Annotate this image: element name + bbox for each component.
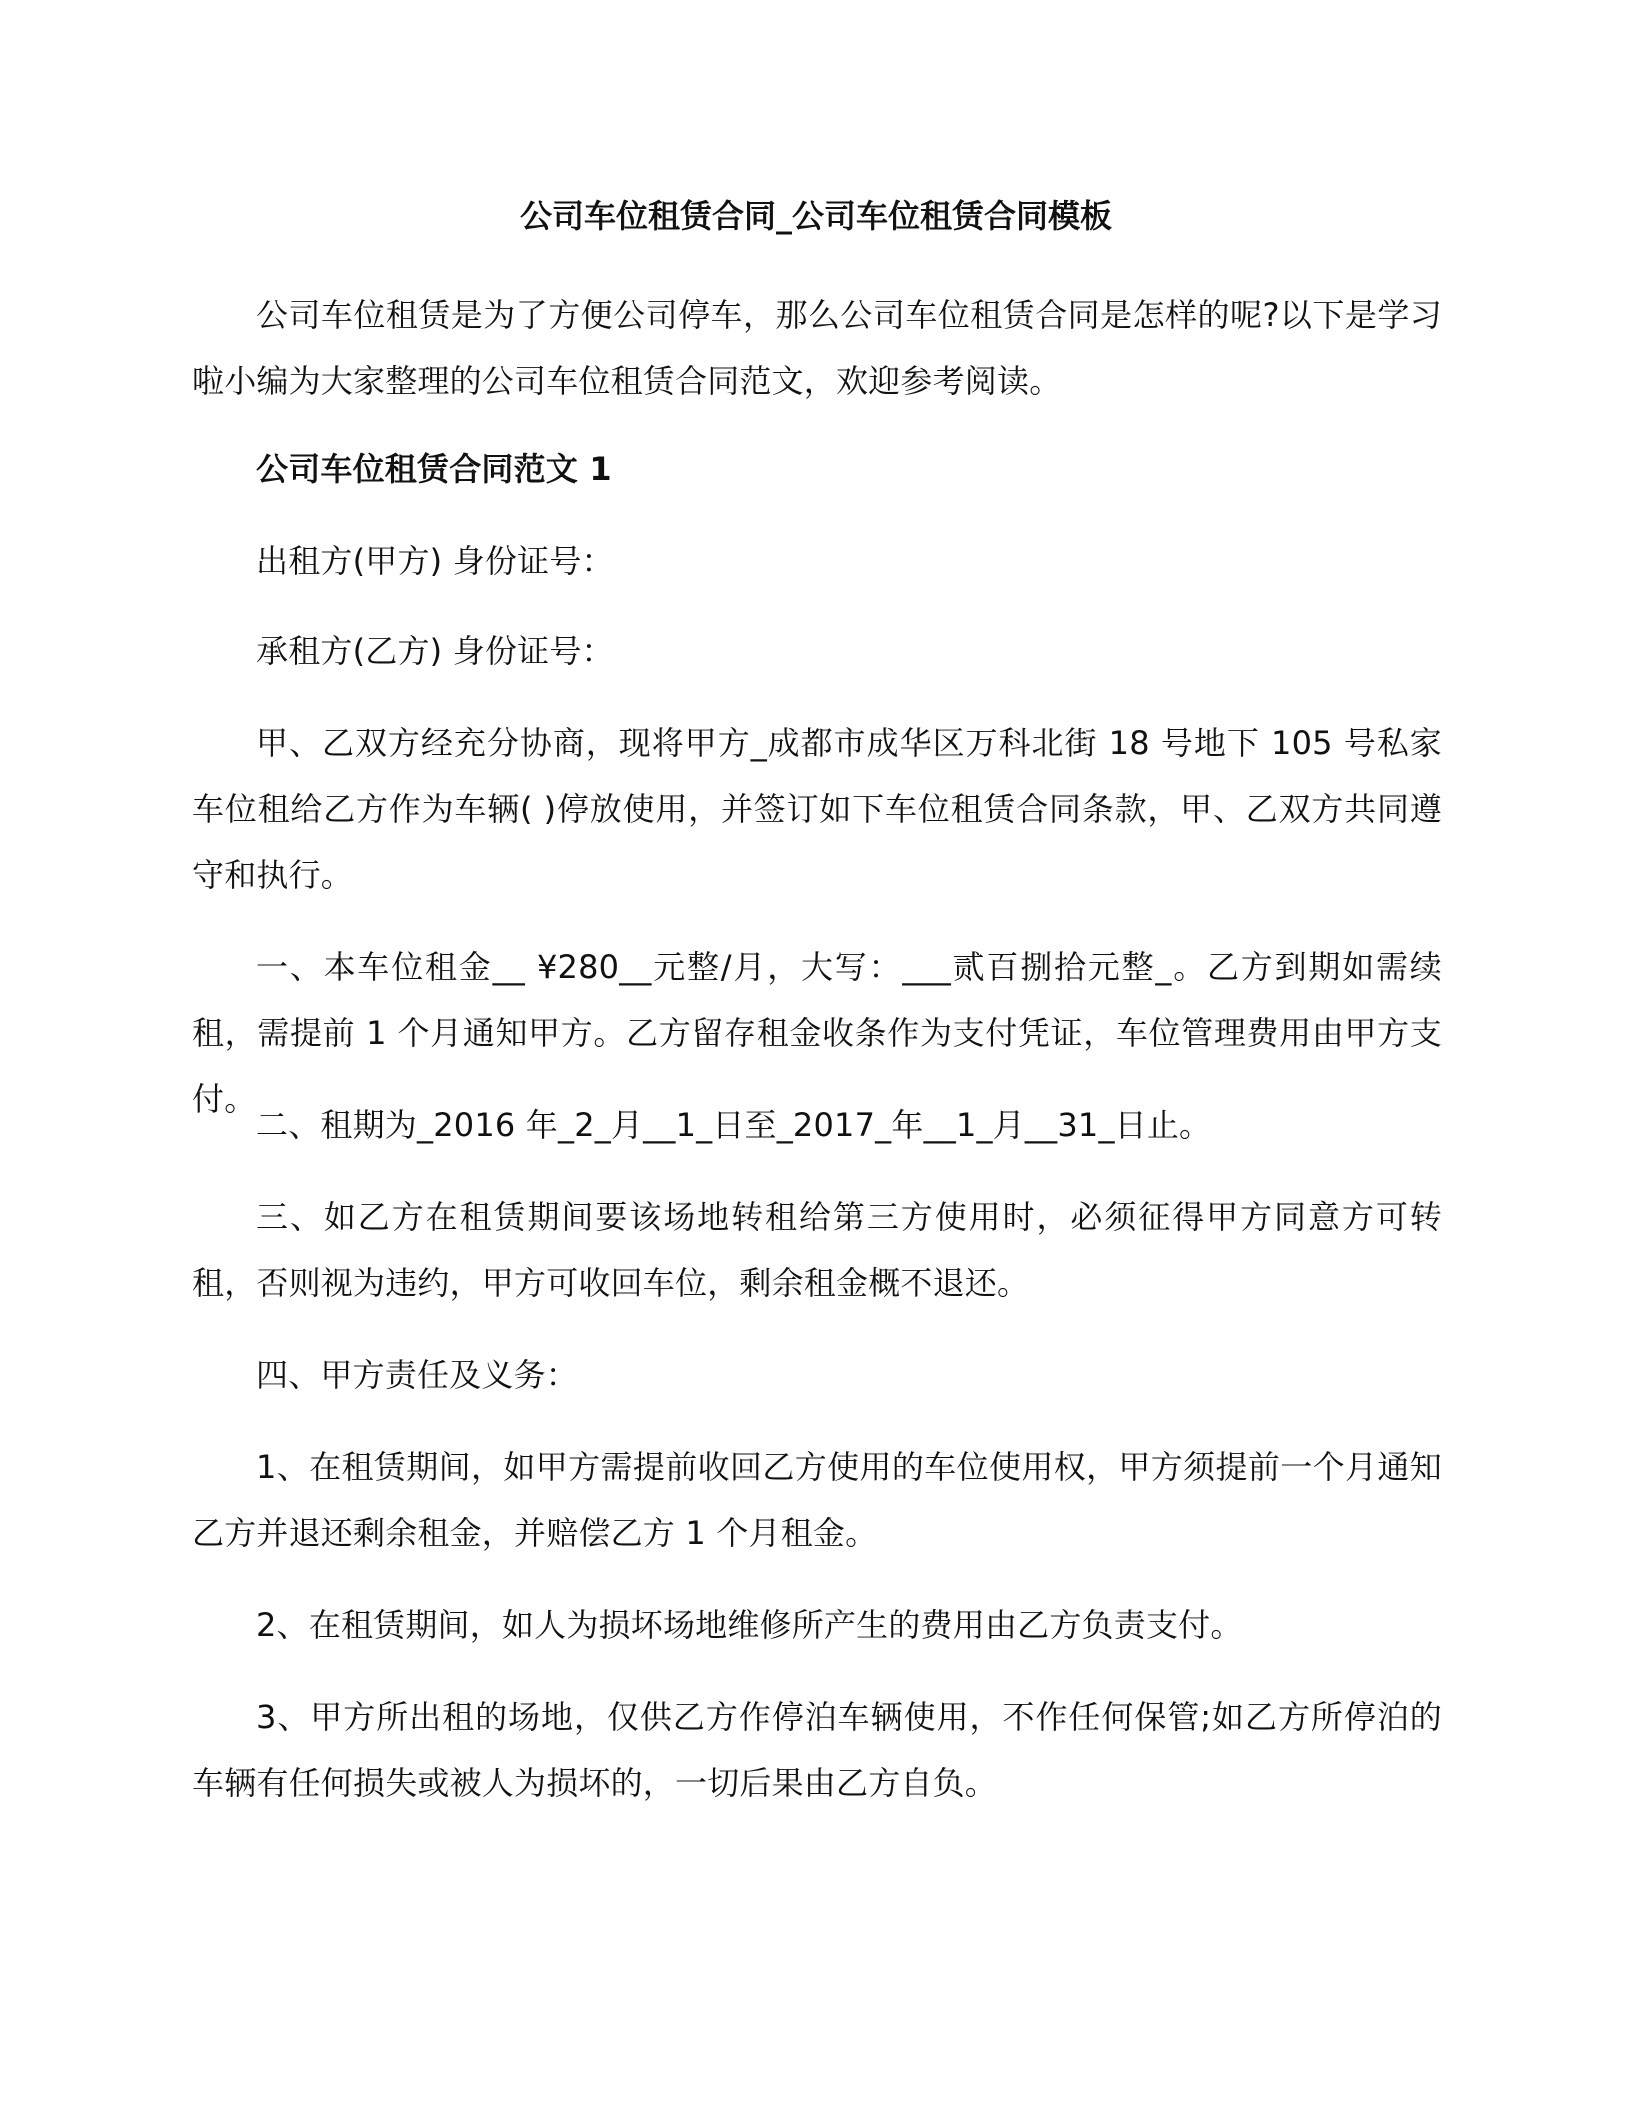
clause-2-term: 二、租期为_2016 年_2_月__1_日至_2017_年__1_月__31_日止。 bbox=[256, 1106, 1212, 1144]
agreement-paragraph: 甲、乙双方经充分协商，现将甲方_成都市成华区万科北街 18 号地下 105 号私家车位租给乙方作为车辆( )停放使用，并签订如下车位租赁合同条款，甲、乙双方共同遵守和执行。 bbox=[192, 724, 1442, 894]
intro-paragraph: 公司车位租赁是为了方便公司停车，那么公司车位租赁合同是怎样的呢?以下是学习啦小编为大家整理的公司车位租赁合同范文，欢迎参考阅读。 bbox=[192, 296, 1442, 400]
document-title: 公司车位租赁合同_公司车位租赁合同模板 bbox=[519, 197, 1112, 235]
clause-4-item-1: 1、在租赁期间，如甲方需提前收回乙方使用的车位使用权，甲方须提前一个月通知乙方并退还剩余租金，并赔偿乙方 1 个月租金。 bbox=[192, 1448, 1442, 1552]
clause-4-item-2: 2、在租赁期间，如人为损坏场地维修所产生的费用由乙方负责支付。 bbox=[256, 1606, 1243, 1644]
clause-4-item-3: 3、甲方所出租的场地，仅供乙方作停泊车辆使用，不作任何保管;如乙方所停泊的车辆有任何损失或被人为损坏的，一切后果由乙方自负。 bbox=[192, 1698, 1442, 1802]
clause-1-rent: 一、本车位租金__ ¥280__元整/月，大写：___贰百捌拾元整_。乙方到期如需续租，需提前 1 个月通知甲方。乙方留存租金收条作为支付凭证，车位管理费用由甲方支付。 bbox=[192, 948, 1442, 1118]
section-heading: 公司车位租赁合同范文 1 bbox=[256, 450, 612, 488]
clause-3-sublease: 三、如乙方在租赁期间要该场地转租给第三方使用时，必须征得甲方同意方可转租，否则视为违约，甲方可收回车位，剩余租金概不退还。 bbox=[192, 1198, 1442, 1302]
clause-4-heading: 四、甲方责任及义务： bbox=[256, 1356, 579, 1394]
lessee-id-line: 承租方(乙方) 身份证号： bbox=[256, 632, 614, 670]
lessor-id-line: 出租方(甲方) 身份证号： bbox=[256, 542, 614, 580]
